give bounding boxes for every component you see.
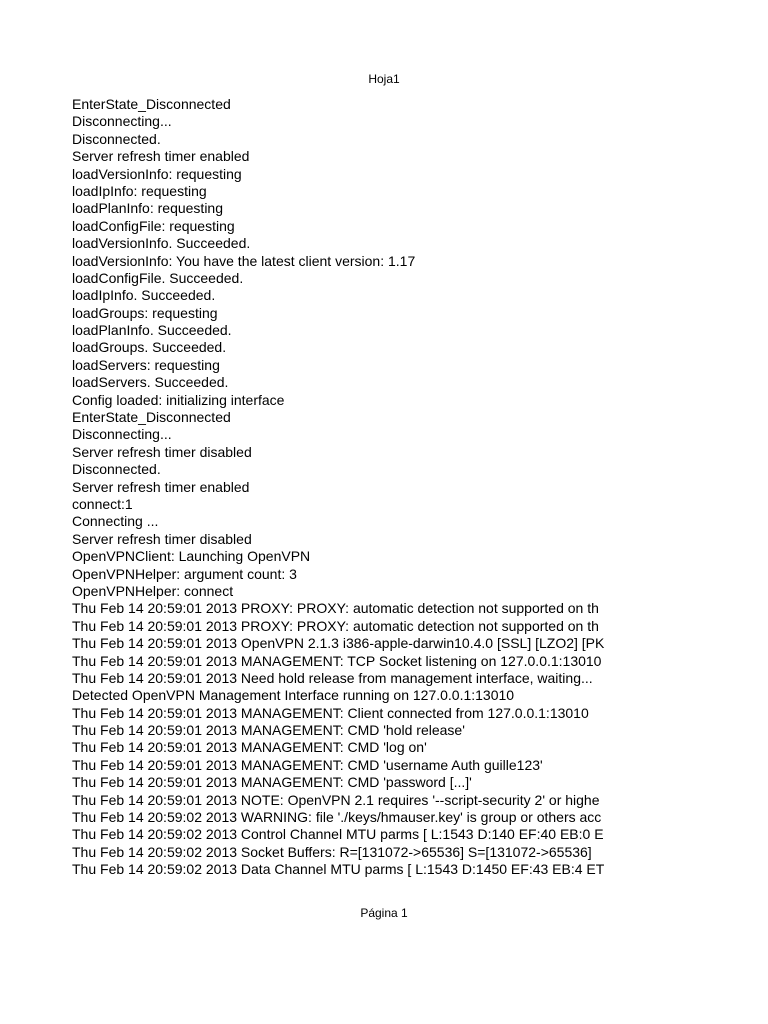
log-line: Server refresh timer disabled [72,530,252,547]
log-line: Thu Feb 14 20:59:02 2013 Control Channel MTU parms [ L:1543 D:140 EF:40 EB:0 E [72,826,604,843]
log-line: EnterState_Disconnected [72,96,231,112]
log-line: loadPlanInfo. Succeeded. [72,322,232,339]
log-line: Disconnected. [72,130,161,147]
log-line: Thu Feb 14 20:59:01 2013 Need hold release from management interface, waiting... [72,669,593,686]
log-line: Connecting ... [72,513,159,530]
log-line: Thu Feb 14 20:59:01 2013 MANAGEMENT: CMD 'hold release' [72,722,465,739]
log-line: loadPlanInfo: requesting [72,200,223,217]
log-line: Server refresh timer enabled [72,148,250,165]
log-line: loadServers: requesting [72,356,220,373]
log-line: Thu Feb 14 20:59:01 2013 MANAGEMENT: Client connected from 127.0.0.1:13010 [72,704,589,721]
log-line: loadVersionInfo: requesting [72,165,242,182]
log-line: Thu Feb 14 20:59:01 2013 PROXY: PROXY: automatic detection not supported on th [72,600,599,617]
log-line: Thu Feb 14 20:59:02 2013 WARNING: file './keys/hmauser.key' is group or others acc [72,809,602,826]
log-line: OpenVPNHelper: argument count: 3 [72,565,297,582]
log-line: loadConfigFile: requesting [72,217,235,234]
log-line: Thu Feb 14 20:59:01 2013 MANAGEMENT: CMD 'password [...]' [72,774,472,791]
log-line: Thu Feb 14 20:59:01 2013 OpenVPN 2.1.3 i386-apple-darwin10.4.0 [SSL] [LZO2] [PK [72,635,605,652]
log-line: loadIpInfo: requesting [72,182,207,199]
log-line: EnterState_Disconnected [72,409,231,426]
log-line: Thu Feb 14 20:59:01 2013 PROXY: PROXY: automatic detection not supported on th [72,617,599,634]
log-line: loadIpInfo. Succeeded. [72,287,216,304]
log-line: OpenVPNClient: Launching OpenVPN [72,548,311,565]
log-line: loadVersionInfo. Succeeded. [72,235,251,252]
sheet-title: Hoja1 [368,72,400,86]
log-line: Thu Feb 14 20:59:01 2013 MANAGEMENT: CMD 'log on' [72,739,427,756]
log-line: loadServers. Succeeded. [72,374,229,391]
log-line: Thu Feb 14 20:59:02 2013 Data Channel MTU parms [ L:1543 D:1450 EF:43 EB:4 ET [72,861,605,878]
log-line: Thu Feb 14 20:59:01 2013 MANAGEMENT: CMD 'username Auth guille123' [72,756,543,773]
page-number: Página 1 [360,906,408,920]
log-line: Server refresh timer disabled [72,443,252,460]
log-line: Thu Feb 14 20:59:02 2013 Socket Buffers: R=[131072->65536] S=[131072->65536] [72,843,592,860]
log-line: loadGroups. Succeeded. [72,339,227,356]
log-line: Server refresh timer enabled [72,478,250,495]
log-line: Config loaded: initializing interface [72,391,285,408]
log-line: loadGroups: requesting [72,304,218,321]
log-line: Thu Feb 14 20:59:01 2013 MANAGEMENT: TCP Socket listening on 127.0.0.1:13010 [72,652,602,669]
log-line: Disconnecting... [72,113,172,130]
log-line: Detected OpenVPN Management Interface running on 127.0.0.1:13010 [72,687,515,704]
log-line: OpenVPNHelper: connect [72,582,234,599]
log-line: Disconnected. [72,461,161,478]
log-line: loadConfigFile. Succeeded. [72,269,244,286]
log-text-block [72,96,634,879]
log-line: Disconnecting... [72,426,172,443]
log-line: loadVersionInfo: You have the latest client version: 1.17 [72,252,416,269]
log-line: connect:1 [72,495,133,512]
log-line: Thu Feb 14 20:59:01 2013 NOTE: OpenVPN 2.1 requires '--script-security 2' or highe [72,791,600,808]
